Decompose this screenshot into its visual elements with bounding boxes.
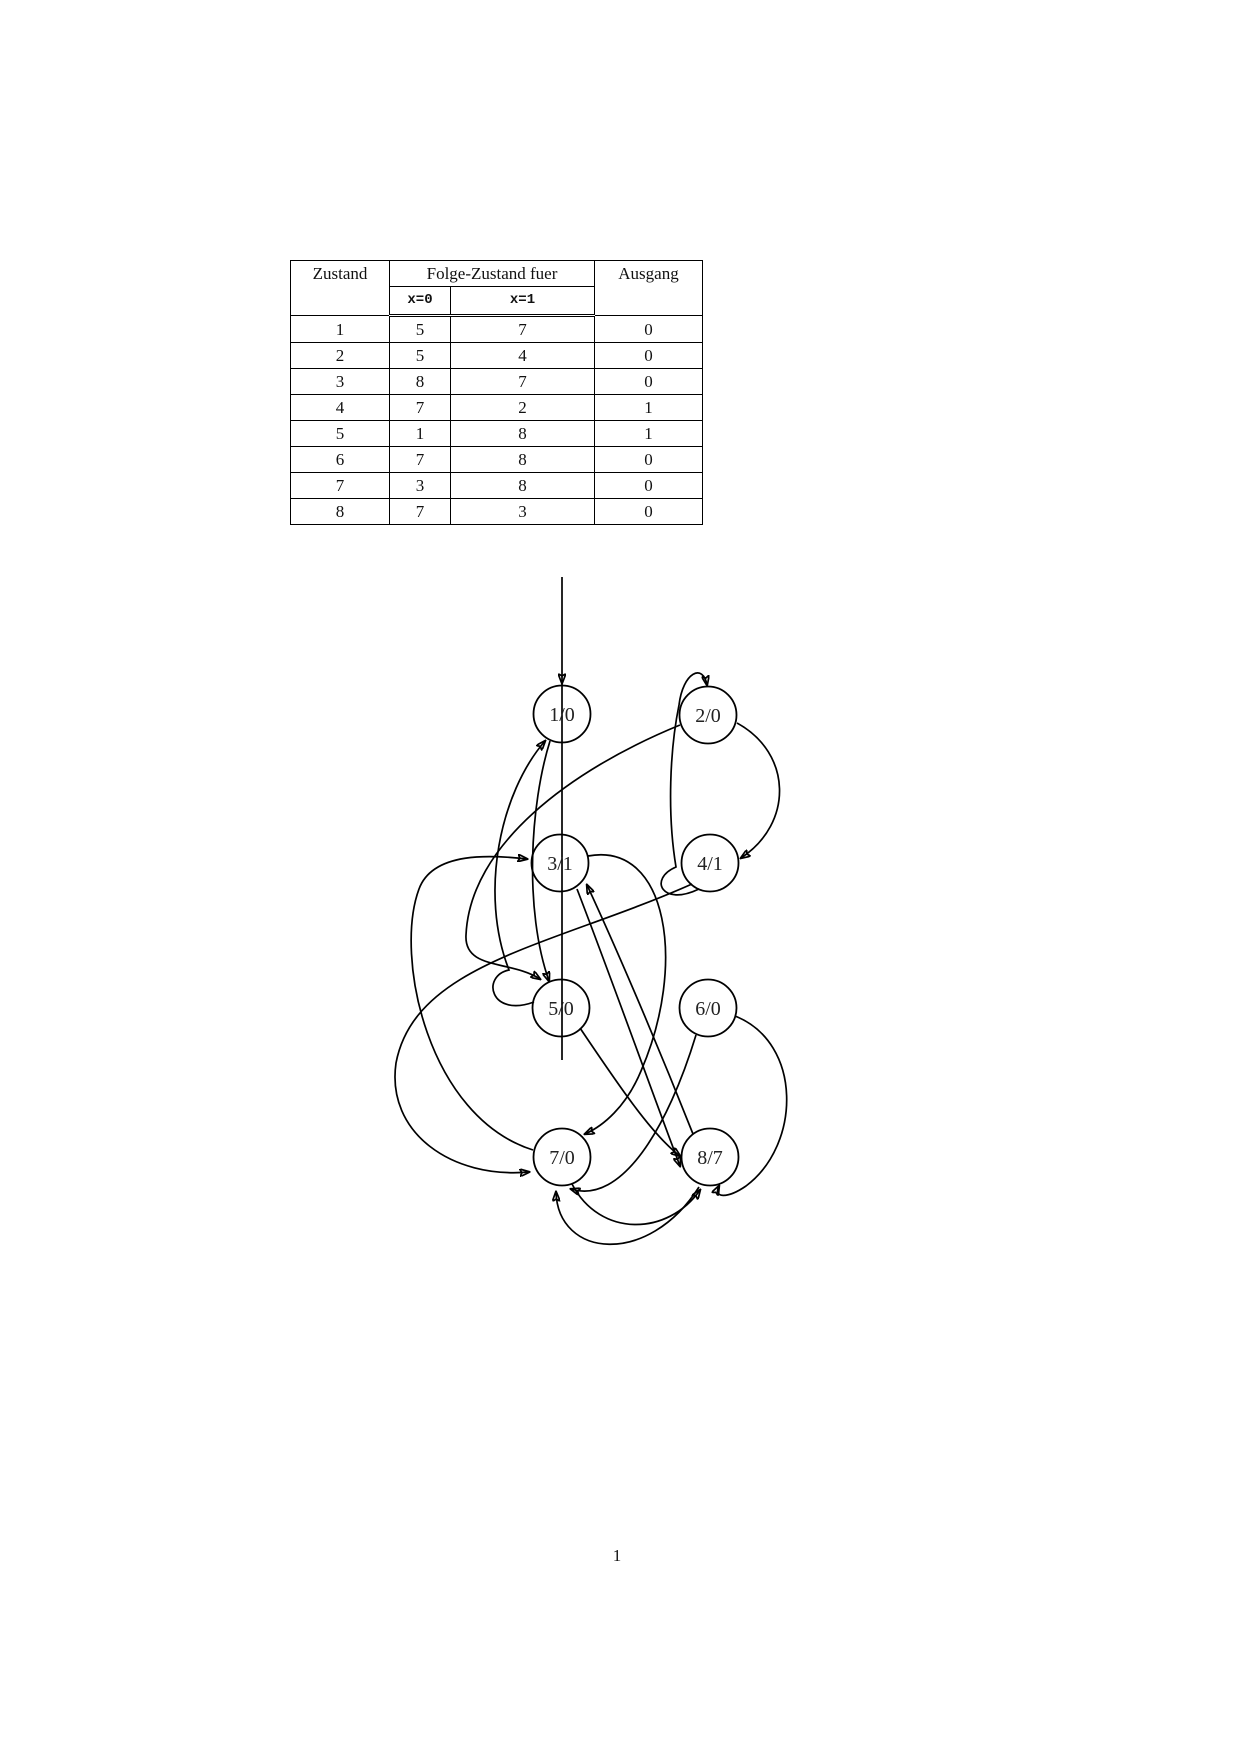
cell-output: 1: [595, 421, 703, 447]
cell-state: 2: [291, 343, 390, 369]
cell-next-x1: 8: [451, 421, 595, 447]
cell-next-x1: 7: [451, 316, 595, 343]
column-header-folge-zustand: Folge-Zustand fuer: [390, 261, 595, 287]
table-row: [291, 395, 703, 421]
cell-next-x1: 4: [451, 343, 595, 369]
cell-output: 0: [595, 447, 703, 473]
column-subheader-x1: x=1: [451, 287, 595, 316]
cell-next-x0: 7: [390, 395, 451, 421]
cell-next-x0: 8: [390, 369, 451, 395]
state-diagram: [380, 560, 830, 1270]
cell-output: 1: [595, 395, 703, 421]
transition-edge-6-7-x0: [571, 1035, 696, 1191]
cell-next-x1: 7: [451, 369, 595, 395]
transition-edge-2-4-x1: [737, 723, 780, 858]
cell-state: 1: [291, 316, 390, 343]
cell-output: 0: [595, 343, 703, 369]
table-row: [291, 499, 703, 525]
state-node-label-3: 3/1: [547, 853, 573, 875]
cell-state: 5: [291, 421, 390, 447]
state-node-label-2: 2/0: [695, 705, 721, 727]
state-node-label-8: 8/7: [697, 1147, 723, 1169]
state-node-label-1: 1/0: [549, 704, 575, 726]
cell-next-x0: 7: [390, 499, 451, 525]
cell-output: 0: [595, 369, 703, 395]
table-row: [291, 473, 703, 499]
cell-state: 3: [291, 369, 390, 395]
cell-state: 6: [291, 447, 390, 473]
page-number: 1: [612, 1546, 622, 1565]
cell-state: 8: [291, 499, 390, 525]
cell-next-x0: 5: [390, 343, 451, 369]
cell-output: 0: [595, 499, 703, 525]
state-node-label-5: 5/0: [548, 998, 574, 1020]
table-row: [291, 447, 703, 473]
cell-output: 0: [595, 316, 703, 343]
transition-edge-3-7-x1: [585, 855, 666, 1134]
state-node-label-4: 4/1: [697, 853, 723, 875]
cell-next-x1: 3: [451, 499, 595, 525]
cell-next-x0: 1: [390, 421, 451, 447]
state-transition-table: [290, 260, 703, 525]
column-header-ausgang: Ausgang: [595, 261, 703, 316]
cell-next-x0: 3: [390, 473, 451, 499]
cell-next-x0: 7: [390, 447, 451, 473]
table-header-row: [291, 261, 703, 287]
state-node-label-6: 6/0: [695, 998, 721, 1020]
cell-next-x1: 2: [451, 395, 595, 421]
cell-next-x0: 5: [390, 316, 451, 343]
column-subheader-x0: x=0: [390, 287, 451, 316]
transition-edge-8-7-x0: [556, 1187, 699, 1244]
transition-edge-8-3-x1: [587, 885, 693, 1134]
state-node-label-7: 7/0: [549, 1147, 575, 1169]
cell-output: 0: [595, 473, 703, 499]
column-header-zustand: Zustand: [291, 261, 390, 316]
table-row: [291, 316, 703, 343]
table-row: [291, 343, 703, 369]
table-row: [291, 421, 703, 447]
cell-state: 4: [291, 395, 390, 421]
cell-state: 7: [291, 473, 390, 499]
table-row: [291, 369, 703, 395]
cell-next-x1: 8: [451, 473, 595, 499]
cell-next-x1: 8: [451, 447, 595, 473]
